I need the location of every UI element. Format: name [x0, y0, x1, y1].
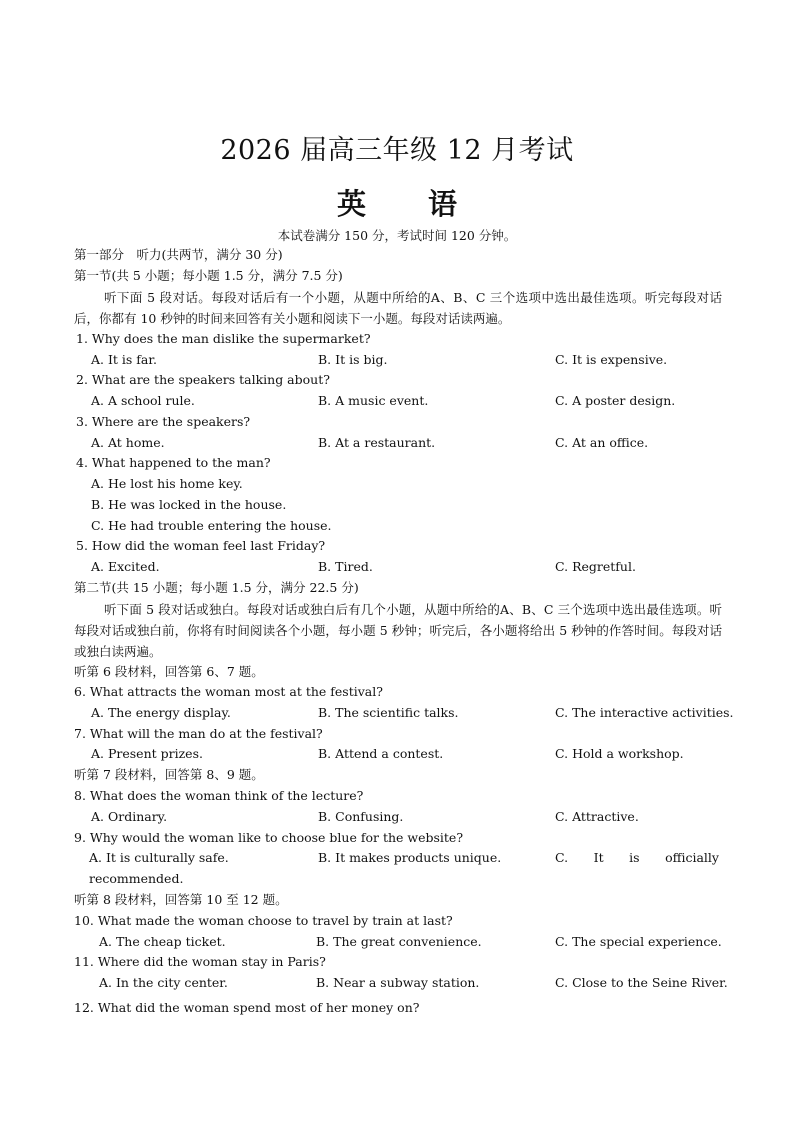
- question-1-stem: 1. Why does the man dislike the supermarket?: [76, 331, 371, 346]
- question-7-stem: 7. What will the man do at the festival?: [74, 726, 323, 741]
- material-6-heading: 听第 6 段材料，回答第 6、7 题。: [74, 664, 264, 679]
- question-5-option-c: C. Regretful.: [555, 559, 636, 574]
- material-8-heading: 听第 8 段材料，回答第 10 至 12 题。: [74, 892, 288, 907]
- question-7-option-b: B. Attend a contest.: [318, 746, 444, 761]
- question-9-option-b: B. It makes products unique.: [318, 850, 502, 865]
- question-11-option-c: C. Close to the Seine River.: [555, 975, 728, 990]
- question-9-option-c: C. It is officially: [555, 850, 719, 865]
- question-3-option-b: B. At a restaurant.: [318, 435, 436, 450]
- question-2-option-a: A. A school rule.: [91, 393, 195, 408]
- question-11-option-b: B. Near a subway station.: [316, 975, 480, 990]
- exam-info: 本试卷满分 150 分，考试时间 120 分钟。: [277, 228, 517, 243]
- question-9-option-a: A. It is culturally safe.: [89, 850, 229, 865]
- question-4-option-b: B. He was locked in the house.: [91, 497, 287, 512]
- question-2-option-b: B. A music event.: [318, 393, 429, 408]
- question-10-option-b: B. The great convenience.: [316, 934, 482, 949]
- question-4-option-c: C. He had trouble entering the house.: [91, 518, 332, 533]
- question-8-option-c: C. Attractive.: [555, 809, 639, 824]
- part1-title: 第一部分 听力(共两节，满分 30 分): [74, 247, 283, 262]
- question-10-stem: 10. What made the woman choose to travel by train at last?: [74, 913, 453, 928]
- question-7-option-c: C. Hold a workshop.: [555, 746, 684, 761]
- question-10-option-a: A. The cheap ticket.: [99, 934, 226, 949]
- question-1-option-a: A. It is far.: [91, 352, 157, 367]
- material-7-heading: 听第 7 段材料，回答第 8、9 题。: [74, 767, 264, 782]
- question-3-option-c: C. At an office.: [555, 435, 649, 450]
- question-2-stem: 2. What are the speakers talking about?: [76, 372, 330, 387]
- question-8-option-a: A. Ordinary.: [91, 809, 168, 824]
- question-9-option-c-continued: recommended.: [89, 871, 184, 886]
- exam-title: 2026 届高三年级 12 月考试: [220, 135, 574, 166]
- question-6-option-b: B. The scientific talks.: [318, 705, 459, 720]
- question-10-option-c: C. The special experience.: [555, 934, 722, 949]
- section2-title: 第二节(共 15 小题；每小题 1.5 分，满分 22.5 分): [74, 580, 359, 595]
- question-3-stem: 3. Where are the speakers?: [76, 414, 251, 429]
- question-1-option-c: C. It is expensive.: [555, 352, 668, 367]
- question-1-option-b: B. It is big.: [318, 352, 388, 367]
- question-5-option-a: A. Excited.: [91, 559, 160, 574]
- section1-title: 第一节(共 5 小题；每小题 1.5 分，满分 7.5 分): [74, 268, 343, 283]
- question-4-stem: 4. What happened to the man?: [76, 455, 271, 470]
- subject-title: 英 语: [336, 187, 484, 221]
- question-6-stem: 6. What attracts the woman most at the festival?: [74, 684, 383, 699]
- question-5-stem: 5. How did the woman feel last Friday?: [76, 538, 326, 553]
- question-9-stem: 9. Why would the woman like to choose blue for the website?: [74, 830, 464, 845]
- question-7-option-a: A. Present prizes.: [91, 746, 203, 761]
- question-6-option-a: A. The energy display.: [91, 705, 231, 720]
- question-11-stem: 11. Where did the woman stay in Paris?: [74, 954, 326, 969]
- question-6-option-c: C. The interactive activities.: [555, 705, 734, 720]
- question-8-option-b: B. Confusing.: [318, 809, 404, 824]
- question-8-stem: 8. What does the woman think of the lecture?: [74, 788, 364, 803]
- question-11-option-a: A. In the city center.: [99, 975, 228, 990]
- question-2-option-c: C. A poster design.: [555, 393, 676, 408]
- question-5-option-b: B. Tired.: [318, 559, 373, 574]
- question-4-option-a: A. He lost his home key.: [91, 476, 243, 491]
- question-12-stem: 12. What did the woman spend most of her money on?: [74, 1000, 420, 1015]
- section2-instructions: 听下面 5 段对话或独白。每段对话或独白后有几个小题，从题中所给的A、B、C 三个选项中选出最佳选项。听每段对话或独白前，你将有时间阅读各个小题，每小题 5 秒钟；听完后，各小题将给出 5 秒钟的作答时间。每段对话或独白读两遍。: [74, 602, 722, 659]
- section1-instructions: 听下面 5 段对话。每段对话后有一个小题，从题中所给的A、B、C 三个选项中选出最佳选项。听完每段对话后，你都有 10 秒钟的时间来回答有关小题和阅读下一小题。每段对话读两遍。: [74, 290, 722, 326]
- question-3-option-a: A. At home.: [91, 435, 165, 450]
